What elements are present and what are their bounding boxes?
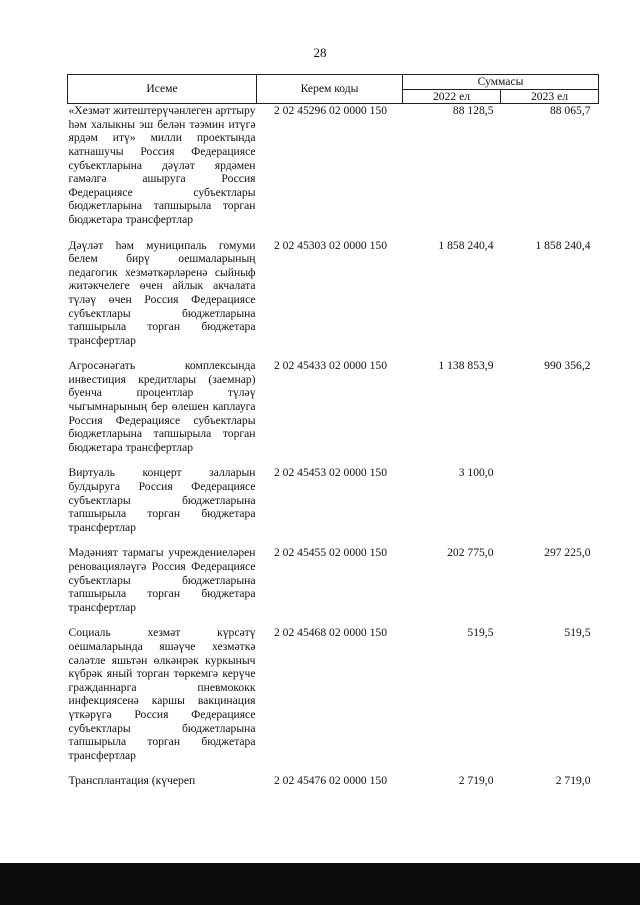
row-amount-2022: 2 719,0 <box>458 774 494 788</box>
row-amount-2022: 3 100,0 <box>458 466 494 480</box>
row-name: Мәдәният тармагы учреждениеләрен реновацияләүгә Россия Федерациясе субъектлары бюджетларына тапшырыла торган бюджетара трансфертлар <box>68 546 256 614</box>
row-amount-2023: 88 065,7 <box>549 104 591 118</box>
row-code: 2 02 45303 02 0000 150 <box>273 238 388 252</box>
table-row <box>68 359 599 466</box>
header-year-2023: 2023 ел <box>501 89 599 104</box>
header-name: Исеме <box>68 75 257 104</box>
row-name: Дәүләт һәм муниципаль гомуми белем бирү оешмаларының педагогик хезмәткәрләренә сыйныф житәкчелеге өчен айлык акчалата түләү өчен Россия Федерациясе субъектлары бюджетларына тапшырыла торган бюджетара трансфертлар <box>68 238 256 347</box>
row-amount-2022: 88 128,5 <box>452 104 494 118</box>
row-name: Агросәнәгать комплексында инвестиция кредитлары (заемнар) буенча процентлар түләү чыгымнарының бер өлешен каплауга Россия Федерациясе субъектлары бюджетларына тапшырыла торган бюджетара трансфертлар <box>68 359 256 454</box>
row-amount-2022: 1 138 853,9 <box>438 359 494 373</box>
row-code: 2 02 45453 02 0000 150 <box>273 466 388 480</box>
header-code: Керем коды <box>257 75 403 104</box>
page-number: 28 <box>313 45 327 60</box>
row-code: 2 02 45476 02 0000 150 <box>273 774 388 788</box>
row-name: «Хезмәт житештерүчәнлеген арттыру һәм халыкны эш белән тәэмин итүгә ярдәм итү» милли проектында катнашучы Россия Федерациясе субъектларына дәүләт ярдәмен гамәлгә ашыруга Россия Федерациясе субъектлары бюджетларына тапшырыла торган бюджетара трансфертлар <box>68 104 256 226</box>
table-header <box>68 75 599 104</box>
row-code: 2 02 45468 02 0000 150 <box>273 626 388 640</box>
row-amount-2022: 1 858 240,4 <box>438 238 494 252</box>
row-amount-2022: 519,5 <box>467 626 494 640</box>
row-amount-2023: 519,5 <box>564 626 591 640</box>
scan-bottom-edge <box>0 863 640 905</box>
row-name: Виртуаль концерт залларын булдыруга Россия Федерациясе субъектлары бюджетларына тапшырыла торган бюджетара трансфертлар <box>68 466 256 534</box>
row-amount-2023: 1 858 240,4 <box>535 238 591 252</box>
row-code: 2 02 45296 02 0000 150 <box>273 104 388 118</box>
table-row <box>68 466 599 546</box>
table-row <box>68 239 599 360</box>
row-amount-2023: 297 225,0 <box>544 546 591 560</box>
table-row <box>68 626 599 774</box>
row-amount-2023: 2 719,0 <box>555 774 591 788</box>
row-code: 2 02 45455 02 0000 150 <box>273 546 388 560</box>
row-name: Трансплантация (күчереп <box>68 774 196 788</box>
budget-table <box>67 74 599 788</box>
row-amount-2023 <box>501 466 599 546</box>
row-amount-2023: 990 356,2 <box>544 359 591 373</box>
table-row <box>68 104 599 239</box>
row-name: Социаль хезмәт күрсәтү оешмаларында яшәүче хезмәткә сәләтле яшьтән өлкәнрәк куркыныч күбрәк яный торган төркемгә керүче гражданнарга пневмококк инфекциясенә каршы вакцинация үткәрүгә Россия Федерациясе субъектлары бюджетларына тапшырыла торган бюджетара трансфертлар <box>68 626 256 762</box>
header-year-2022: 2022 ел <box>403 89 501 104</box>
row-code: 2 02 45433 02 0000 150 <box>273 359 388 373</box>
row-amount-2022: 202 775,0 <box>447 546 494 560</box>
table-row <box>68 774 599 788</box>
header-amounts: Суммасы <box>403 75 599 90</box>
table-row <box>68 546 599 626</box>
